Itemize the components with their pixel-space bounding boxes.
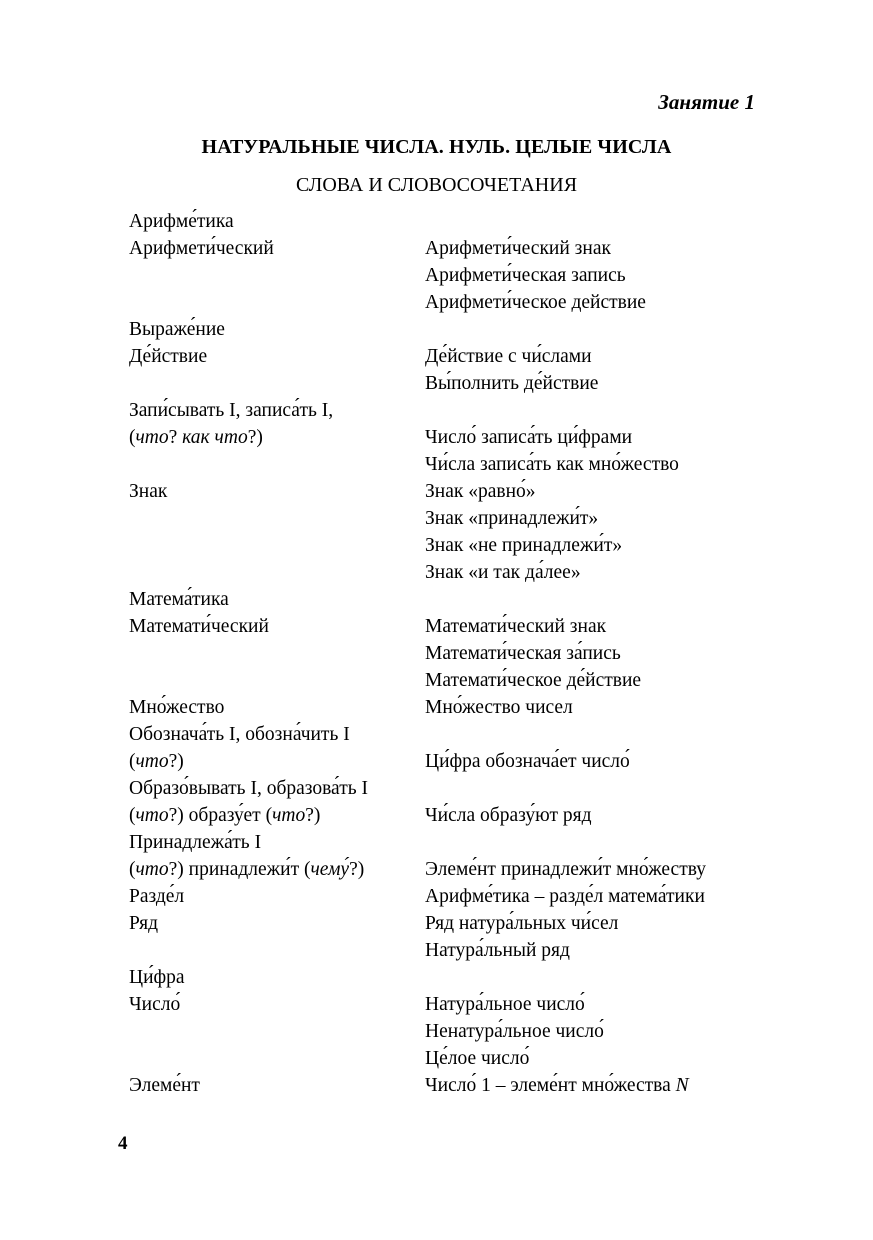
vocab-example xyxy=(425,397,769,424)
vocab-term: Обознача́ть I, обозна́чить I xyxy=(129,724,350,745)
vocab-term: Разде́л xyxy=(129,886,185,907)
vocab-term: (что?) принадлежи́т (чему́?) xyxy=(129,859,365,880)
vocab-row xyxy=(129,910,769,937)
vocab-example: Элеме́нт принадлежи́т мно́жеству xyxy=(425,859,707,880)
vocab-term: Запи́сывать I, записа́ть I, xyxy=(129,400,334,421)
vocab-row xyxy=(129,559,769,586)
vocabulary-list xyxy=(129,208,769,1099)
vocab-example: Ци́фра обознача́ет число́ xyxy=(425,751,630,772)
vocab-example: Чи́сла образу́ют ряд xyxy=(425,805,592,826)
vocab-term xyxy=(129,559,425,586)
vocab-row xyxy=(129,1072,769,1099)
vocab-row xyxy=(129,667,769,694)
vocab-row xyxy=(129,991,769,1018)
vocab-term: Образо́вывать I, образова́ть I xyxy=(129,778,368,799)
vocab-row xyxy=(129,289,769,316)
vocab-example: Натура́льное число́ xyxy=(425,994,585,1015)
page-number: 4 xyxy=(118,1133,128,1154)
vocab-row xyxy=(129,802,769,829)
vocab-term: (что?) образу́ет (что?) xyxy=(129,805,321,826)
vocab-example: Математи́ческий знак xyxy=(425,616,607,637)
vocab-term xyxy=(129,532,425,559)
vocab-example: Натура́льный ряд xyxy=(425,940,570,961)
vocab-row xyxy=(129,532,769,559)
vocab-term xyxy=(129,1045,425,1072)
vocab-term xyxy=(129,370,425,397)
vocab-term xyxy=(129,505,425,532)
vocab-row xyxy=(129,586,769,613)
vocab-row xyxy=(129,424,769,451)
vocab-term: (что? как что?) xyxy=(129,427,263,448)
vocab-term: Элеме́нт xyxy=(129,1075,200,1096)
vocab-term xyxy=(129,937,425,964)
vocab-term xyxy=(129,451,425,478)
vocab-term: Выраже́ние xyxy=(129,319,225,340)
vocab-row xyxy=(129,343,769,370)
vocab-row xyxy=(129,262,769,289)
vocab-term: Арифмети́ческий xyxy=(129,238,274,259)
vocab-row xyxy=(129,937,769,964)
vocab-example: Знак «принадлежи́т» xyxy=(425,508,599,529)
lesson-label: Занятие 1 xyxy=(658,90,755,114)
vocab-row xyxy=(129,235,769,262)
vocab-term: Мно́жество xyxy=(129,697,225,718)
vocab-row xyxy=(129,721,769,748)
vocab-example: Арифмети́ческая запись xyxy=(425,265,626,286)
vocab-example: Це́лое число́ xyxy=(425,1048,530,1069)
vocab-row xyxy=(129,208,769,235)
page-title: НАТУРАЛЬНЫЕ ЧИСЛА. НУЛЬ. ЦЕЛЫЕ ЧИСЛА xyxy=(201,136,672,158)
vocab-term xyxy=(129,262,425,289)
vocab-example xyxy=(425,775,769,802)
vocab-row xyxy=(129,451,769,478)
vocab-example: Де́йствие с чи́слами xyxy=(425,346,592,367)
vocab-term: Матема́тика xyxy=(129,589,229,610)
vocab-row xyxy=(129,397,769,424)
vocab-row xyxy=(129,613,769,640)
vocab-row xyxy=(129,505,769,532)
vocab-example xyxy=(425,586,769,613)
vocab-row xyxy=(129,1018,769,1045)
vocab-example xyxy=(425,721,769,748)
vocab-term xyxy=(129,640,425,667)
vocab-example: Арифмети́ческое действие xyxy=(425,292,646,313)
vocab-row xyxy=(129,748,769,775)
vocab-row xyxy=(129,829,769,856)
vocab-example: Знак «равно́» xyxy=(425,481,536,502)
vocab-example: Мно́жество чисел xyxy=(425,697,573,718)
vocab-term: (что?) xyxy=(129,751,184,772)
vocab-row xyxy=(129,883,769,910)
vocab-term: Принадлежа́ть I xyxy=(129,832,262,853)
vocab-row xyxy=(129,640,769,667)
vocab-row xyxy=(129,694,769,721)
vocab-example: Ненатура́льное число́ xyxy=(425,1021,604,1042)
vocab-example: Арифме́тика – разде́л матема́тики xyxy=(425,886,705,907)
vocab-example xyxy=(425,316,769,343)
vocab-row xyxy=(129,856,769,883)
vocab-term xyxy=(129,1018,425,1045)
vocab-example: Знак «не принадлежи́т» xyxy=(425,535,623,556)
vocab-example: Математи́ческая за́пись xyxy=(425,643,621,664)
vocab-example xyxy=(425,964,769,991)
vocab-example: Знак «и так да́лее» xyxy=(425,562,581,583)
vocab-example: Математи́ческое де́йствие xyxy=(425,670,642,691)
vocab-example: Число́ 1 – элеме́нт мно́жества N xyxy=(425,1075,689,1096)
vocab-example: Чи́сла записа́ть как мно́жество xyxy=(425,454,679,475)
vocab-row xyxy=(129,775,769,802)
vocab-example xyxy=(425,829,769,856)
vocab-term: Число́ xyxy=(129,994,181,1015)
vocab-row xyxy=(129,478,769,505)
vocab-row xyxy=(129,1045,769,1072)
vocab-example: Ряд натура́льных чи́сел xyxy=(425,913,619,934)
vocab-example: Вы́полнить де́йствие xyxy=(425,373,599,394)
vocab-term: Ци́фра xyxy=(129,967,185,988)
vocab-term: Математи́ческий xyxy=(129,616,269,637)
vocab-example: Число́ записа́ть ци́фрами xyxy=(425,427,633,448)
vocab-row xyxy=(129,964,769,991)
vocab-example xyxy=(425,208,769,235)
vocab-row xyxy=(129,370,769,397)
vocab-term: Де́йствие xyxy=(129,346,208,367)
vocab-term xyxy=(129,667,425,694)
section-subtitle: СЛОВА И СЛОВОСОЧЕТАНИЯ xyxy=(295,174,578,196)
vocab-term: Знак xyxy=(129,481,168,502)
vocab-term: Ряд xyxy=(129,913,158,934)
vocab-term: Арифме́тика xyxy=(129,211,234,232)
vocab-row xyxy=(129,316,769,343)
vocab-term xyxy=(129,289,425,316)
vocab-example: Арифмети́ческий знак xyxy=(425,238,611,259)
